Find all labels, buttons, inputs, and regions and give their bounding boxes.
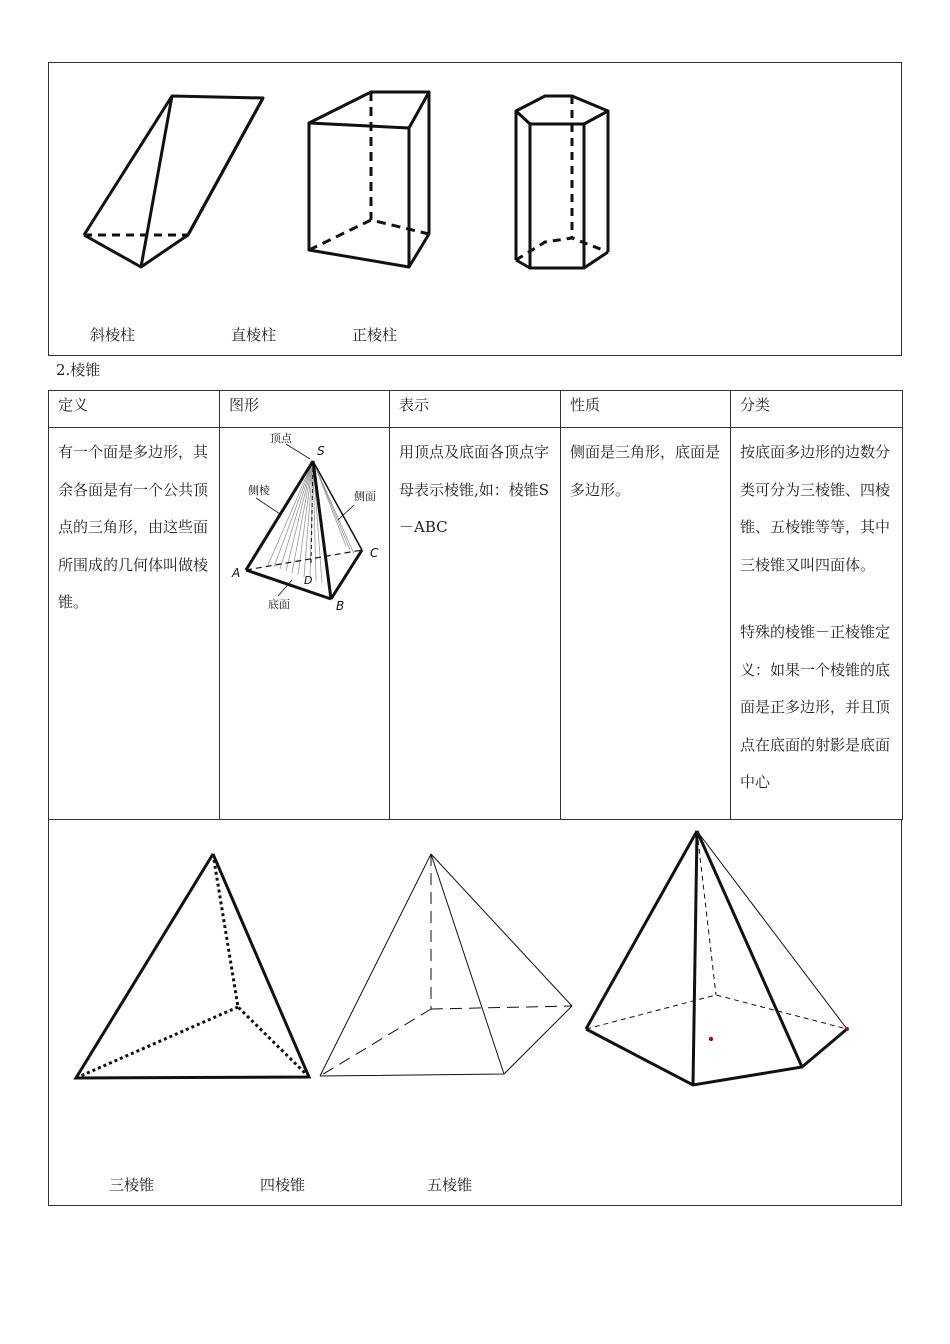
table-header-row (49, 391, 903, 428)
header-classification: 分类 (731, 391, 903, 428)
vertex-a-label: A (232, 566, 241, 580)
oblique-prism-figure (84, 96, 263, 267)
property-cell (561, 428, 731, 820)
special-pyramid-text: 特殊的棱锥－正棱锥定义：如果一个棱锥的底面是正多边形，并且顶点在底面的射影是底面中心 (740, 623, 891, 791)
classification-text: 按底面多边形的边数分类可分为三棱锥、四棱锥、五棱锥等等，其中三棱锥又叫四面体。 (740, 443, 891, 574)
prism-figures (48, 62, 902, 356)
classification-cell (731, 428, 903, 820)
vertex-b-label: B (336, 599, 345, 613)
apex-label: 顶点 (270, 432, 292, 445)
figure-cell (220, 428, 390, 820)
right-prism-figure (309, 92, 429, 267)
square-pyramid-figure (320, 854, 572, 1076)
pyramid-figures (48, 819, 902, 1206)
triangular-pyramid-label: 三棱锥 (109, 1176, 155, 1194)
vertex-s-label: S (317, 444, 325, 458)
header-notation: 表示 (390, 391, 561, 428)
definition-cell (49, 428, 220, 820)
triangular-pyramid-figure (76, 854, 309, 1078)
table-row (49, 428, 903, 820)
pentagonal-pyramid-figure (586, 831, 849, 1085)
definition-text: 有一个面是多边形，其余各面是有一个公共顶点的三角形，由这些面所围成的几何体叫做棱锥。 (58, 443, 209, 611)
notation-cell (390, 428, 561, 820)
notation-text: 用顶点及底面各顶点字母表示棱锥,如：棱锥S－ABC (399, 443, 550, 536)
header-property: 性质 (561, 391, 731, 428)
lateral-edge-label: 侧棱 (248, 484, 270, 497)
vertex-c-label: C (370, 546, 379, 560)
oblique-prism-label: 斜棱柱 (90, 326, 136, 344)
base-label: 底面 (268, 598, 290, 611)
right-prism-label: 直棱柱 (231, 326, 277, 344)
pyramid-table (48, 390, 903, 820)
header-figure: 图形 (220, 391, 390, 428)
section-title: 2.棱锥 (56, 361, 101, 379)
property-text: 侧面是三角形，底面是多边形。 (570, 443, 721, 499)
regular-prism-label: 正棱柱 (352, 326, 398, 344)
lateral-face-label: 侧面 (354, 490, 376, 503)
header-definition: 定义 (49, 391, 220, 428)
point-d-label: D (304, 574, 313, 587)
pyramid-sabc-figure (220, 428, 389, 618)
square-pyramid-label: 四棱锥 (260, 1176, 306, 1194)
hexagonal-prism-figure (516, 96, 608, 268)
pentagonal-pyramid-label: 五棱锥 (427, 1176, 473, 1194)
